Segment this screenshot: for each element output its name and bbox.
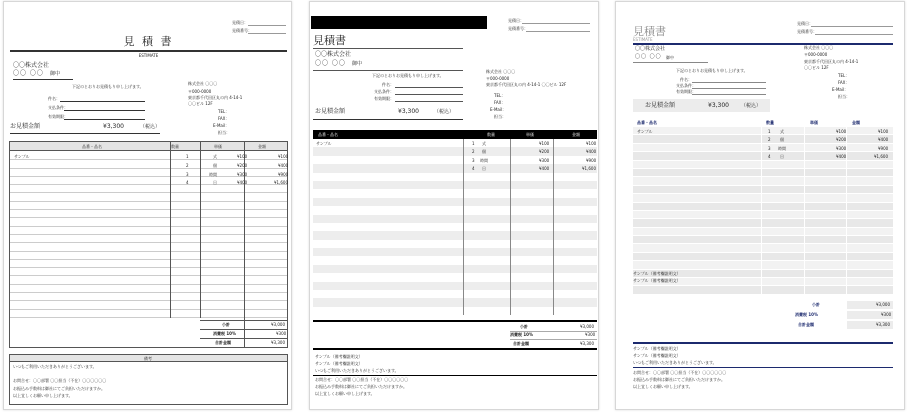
issuer-address: 東京都千代田区丸の内 4-14-1 〇〇ビル 12F bbox=[486, 82, 567, 87]
table-header-bar bbox=[313, 130, 597, 139]
item-price: ¥300 bbox=[539, 158, 550, 163]
estimate-number-label: 見積番号： bbox=[508, 26, 528, 31]
col-qty: 数量 bbox=[487, 132, 495, 137]
item-qty: 4 bbox=[768, 154, 771, 159]
item-price: ¥300 bbox=[836, 146, 847, 151]
issuer-address-2: 〇〇ビル 12F bbox=[804, 65, 829, 70]
item-unit: 時間 bbox=[209, 172, 217, 177]
estimate-template-navy[interactable] bbox=[615, 1, 905, 410]
col-amount: 金額 bbox=[572, 132, 580, 137]
item-qty: 4 bbox=[472, 166, 475, 171]
col-name: 品番・品名 bbox=[318, 132, 338, 137]
item-unit: 時間 bbox=[480, 158, 488, 163]
tax-label: 消費税 10% bbox=[510, 332, 533, 337]
item-price: ¥200 bbox=[539, 149, 550, 154]
line-items-table bbox=[633, 127, 893, 295]
item-price: ¥200 bbox=[237, 163, 248, 168]
item-amount: ¥1,600 bbox=[274, 180, 288, 185]
tax-note: （税込） bbox=[434, 109, 455, 115]
note-line: お問合せ：〇〇部署 〇〇担当（不在）〇〇〇〇〇〇 bbox=[633, 370, 727, 375]
line-items-table bbox=[313, 139, 597, 315]
document-subtitle: ESTIMATE bbox=[138, 53, 159, 58]
issuer-name: 株式会社 〇〇〇 bbox=[188, 81, 218, 86]
date-label: 見積日： bbox=[508, 18, 524, 23]
item-price: ¥200 bbox=[836, 137, 847, 142]
fax-label: FAX： bbox=[494, 100, 506, 105]
col-price: 単価 bbox=[214, 144, 222, 149]
valid-until-label: 有効期限： bbox=[48, 114, 68, 119]
greeting-text: 下記のとおりお見積もり申し上げます。 bbox=[372, 73, 444, 78]
total-label: お見積金額 bbox=[645, 102, 676, 109]
item-unit: 個 bbox=[213, 163, 217, 168]
subtotal-label: 小計 bbox=[222, 322, 230, 327]
item-unit: 日 bbox=[213, 180, 217, 185]
tax-note: （税込） bbox=[741, 103, 762, 109]
document-title: 見積書 bbox=[633, 25, 666, 38]
item-amount: ¥900 bbox=[878, 146, 889, 151]
issuer-zip: 〒000-0000 bbox=[188, 89, 212, 94]
tel-label: TEL： bbox=[494, 93, 506, 98]
col-amount: 金額 bbox=[258, 144, 266, 149]
subtotal-label: 小計 bbox=[520, 324, 528, 329]
subtotal-value: ¥3,000 bbox=[876, 302, 890, 307]
item-name: サンプル bbox=[14, 154, 30, 159]
note-line: サンプル（備考欄説明文） bbox=[315, 361, 363, 366]
item-amount: ¥400 bbox=[586, 149, 597, 154]
item-amount: ¥100 bbox=[586, 141, 597, 146]
note-line: サンプル（備考欄説明文） bbox=[633, 278, 681, 283]
item-price: ¥100 bbox=[539, 141, 550, 146]
tax-label: 消費税 10% bbox=[213, 331, 236, 336]
grand-total-label: 合計金額 bbox=[798, 322, 814, 327]
col-qty: 数量 bbox=[766, 120, 774, 125]
item-price: ¥100 bbox=[836, 129, 847, 134]
item-qty: 1 bbox=[768, 129, 771, 134]
valid-until-label: 有効期限： bbox=[374, 96, 394, 101]
note-line: 以上宜しくお願い申し上げます。 bbox=[13, 393, 73, 398]
honorific: 御中 bbox=[666, 55, 674, 60]
note-line: サンプル（備考欄説明文） bbox=[315, 354, 363, 359]
contact-person-label: 担当： bbox=[494, 114, 506, 119]
line-items-table bbox=[9, 141, 288, 348]
fax-label: FAX： bbox=[838, 80, 850, 85]
item-amount: ¥100 bbox=[278, 154, 289, 159]
notes-header: 備考 bbox=[144, 356, 152, 361]
item-amount: ¥400 bbox=[278, 163, 289, 168]
email-label: E-Mail： bbox=[213, 123, 230, 128]
subject-label: 件名： bbox=[382, 82, 394, 87]
tax-value: ¥300 bbox=[276, 331, 287, 336]
total-label: お見積金額 bbox=[10, 123, 41, 130]
item-qty: 2 bbox=[472, 149, 475, 154]
note-line: お振込み手数料は御社にてご負担いただけますか。 bbox=[315, 384, 407, 389]
col-qty: 数量 bbox=[171, 144, 179, 149]
note-line: お振込み手数料は御社にてご負担いただけますか。 bbox=[633, 377, 725, 382]
item-unit: 式 bbox=[213, 154, 217, 159]
email-label: E-Mail： bbox=[490, 107, 507, 112]
client-company: 〇〇株式会社 bbox=[315, 51, 352, 58]
client-person: 〇〇 〇〇 bbox=[13, 70, 44, 77]
item-price: ¥400 bbox=[237, 180, 248, 185]
note-line: いつもご利用いただきありがとうございます。 bbox=[13, 364, 97, 369]
item-amount: ¥900 bbox=[278, 172, 289, 177]
tel-label: TEL： bbox=[218, 109, 230, 114]
note-line: サンプル（備考欄説明文） bbox=[633, 271, 681, 276]
tax-value: ¥300 bbox=[585, 332, 596, 337]
estimate-number-label: 見積番号： bbox=[232, 28, 252, 33]
grand-total-label: 合計金額 bbox=[513, 341, 529, 346]
note-line: お問合せ：〇〇部署 〇〇担当（不在）〇〇〇〇〇〇 bbox=[315, 377, 409, 382]
estimate-template-classic[interactable] bbox=[3, 1, 292, 410]
item-unit: 日 bbox=[482, 166, 486, 171]
item-amount: ¥400 bbox=[878, 137, 889, 142]
item-unit: 日 bbox=[780, 154, 784, 159]
payment-terms-label: 支払条件： bbox=[676, 83, 696, 88]
contact-person-label: 担当： bbox=[838, 94, 850, 99]
item-amount: ¥1,600 bbox=[582, 166, 596, 171]
issuer-zip: 〒000-0000 bbox=[486, 76, 510, 81]
valid-until-label: 有効期限： bbox=[676, 89, 696, 94]
col-price: 単価 bbox=[526, 132, 534, 137]
note-line: お問合せ：〇〇部署 〇〇担当（不在）〇〇〇〇〇〇 bbox=[13, 378, 107, 383]
note-line: お振込み手数料は御社にてご負担いただけますか。 bbox=[13, 386, 105, 391]
item-unit: 時間 bbox=[778, 146, 786, 151]
grand-total-value: ¥3,300 bbox=[271, 340, 285, 345]
grand-total-label: 合計金額 bbox=[215, 340, 231, 345]
item-qty: 1 bbox=[186, 154, 189, 159]
issuer-name: 株式会社 〇〇〇 bbox=[486, 69, 516, 74]
fax-label: FAX： bbox=[218, 116, 230, 121]
tel-label: TEL： bbox=[838, 73, 850, 78]
item-price: ¥300 bbox=[237, 172, 248, 177]
client-company: 〇〇株式会社 bbox=[13, 62, 50, 69]
total-amount: ¥3,300 bbox=[103, 123, 124, 130]
document-title: 見積書 bbox=[313, 34, 346, 47]
tax-note: （税込） bbox=[140, 124, 161, 130]
item-qty: 4 bbox=[186, 180, 189, 185]
item-unit: 式 bbox=[482, 141, 486, 146]
item-name: サンプル bbox=[637, 129, 653, 134]
note-line: いつもご利用いただきありがとうございます。 bbox=[315, 368, 399, 373]
item-price: ¥400 bbox=[836, 154, 847, 159]
col-amount: 金額 bbox=[852, 120, 860, 125]
date-label: 見積日： bbox=[232, 20, 248, 25]
item-unit: 式 bbox=[780, 129, 784, 134]
issuer-zip: 〒000-0000 bbox=[804, 52, 828, 57]
subtotal-label: 小計 bbox=[812, 302, 820, 307]
note-line: サンプル（備考欄説明文） bbox=[633, 353, 681, 358]
issuer-address-2: 〇〇ビル 12F bbox=[188, 101, 213, 106]
item-unit: 個 bbox=[482, 149, 486, 154]
item-qty: 2 bbox=[186, 163, 189, 168]
tax-value: ¥300 bbox=[881, 312, 892, 317]
grand-total-value: ¥3,300 bbox=[876, 322, 890, 327]
col-name: 品番・品名 bbox=[82, 144, 102, 149]
issuer-address-1: 東京都千代田区丸の内 4-14-1 bbox=[804, 59, 859, 64]
issuer-name: 株式会社 〇〇〇 bbox=[804, 45, 834, 50]
greeting-text: 下記のとおりお見積もり申し上げます。 bbox=[676, 68, 748, 73]
greeting-text: 下記のとおりお見積もり申し上げます。 bbox=[72, 84, 144, 89]
col-price: 単価 bbox=[810, 120, 818, 125]
item-qty: 3 bbox=[472, 158, 475, 163]
total-amount: ¥3,300 bbox=[708, 102, 729, 109]
document-title: 見 積 書 bbox=[123, 35, 174, 48]
item-qty: 2 bbox=[768, 137, 771, 142]
client-company: 〇〇株式会社 bbox=[635, 46, 666, 52]
notes-box bbox=[9, 354, 288, 405]
total-label: お見積金額 bbox=[315, 108, 346, 115]
item-amount: ¥1,600 bbox=[874, 154, 888, 159]
note-line: 以上宜しくお願い申し上げます。 bbox=[633, 384, 693, 389]
subject-label: 件名： bbox=[680, 77, 692, 82]
item-qty: 3 bbox=[186, 172, 189, 177]
item-amount: ¥100 bbox=[878, 129, 889, 134]
estimate-template-black-header[interactable] bbox=[309, 1, 599, 410]
contact-person-label: 担当： bbox=[218, 130, 230, 135]
item-price: ¥400 bbox=[539, 166, 550, 171]
subject-label: 件名： bbox=[48, 96, 60, 101]
item-price: ¥100 bbox=[237, 154, 248, 159]
honorific: 御中 bbox=[50, 71, 61, 77]
item-qty: 3 bbox=[768, 146, 771, 151]
item-unit: 個 bbox=[780, 137, 784, 142]
issuer-address-1: 東京都千代田区丸の内 4-14-1 bbox=[188, 95, 243, 100]
note-line: 以上宜しくお願い申し上げます。 bbox=[315, 391, 375, 396]
subtotal-value: ¥3,000 bbox=[580, 324, 594, 329]
item-name: サンプル bbox=[316, 141, 332, 146]
total-amount: ¥3,300 bbox=[398, 108, 419, 115]
item-qty: 1 bbox=[472, 141, 475, 146]
payment-terms-label: 支払条件： bbox=[374, 89, 394, 94]
payment-terms-label: 支払条件： bbox=[48, 105, 68, 110]
subtotal-value: ¥3,000 bbox=[271, 322, 285, 327]
document-subtitle: ESTIMATE bbox=[633, 37, 653, 42]
tax-label: 消費税 10% bbox=[795, 312, 818, 317]
item-amount: ¥900 bbox=[586, 158, 597, 163]
note-line: サンプル（備考欄説明文） bbox=[633, 346, 681, 351]
email-label: E-Mail： bbox=[832, 87, 849, 92]
estimate-number-label: 見積番号： bbox=[797, 29, 817, 34]
client-person: 〇〇 〇〇 bbox=[315, 60, 346, 67]
grand-total-value: ¥3,300 bbox=[580, 341, 594, 346]
note-line: いつもご利用いただきありがとうございます。 bbox=[633, 360, 717, 365]
date-label: 見積日： bbox=[797, 21, 813, 26]
col-name: 品番・品名 bbox=[637, 120, 657, 125]
client-person: 〇〇 〇〇 bbox=[635, 54, 662, 60]
honorific: 御中 bbox=[352, 61, 363, 67]
